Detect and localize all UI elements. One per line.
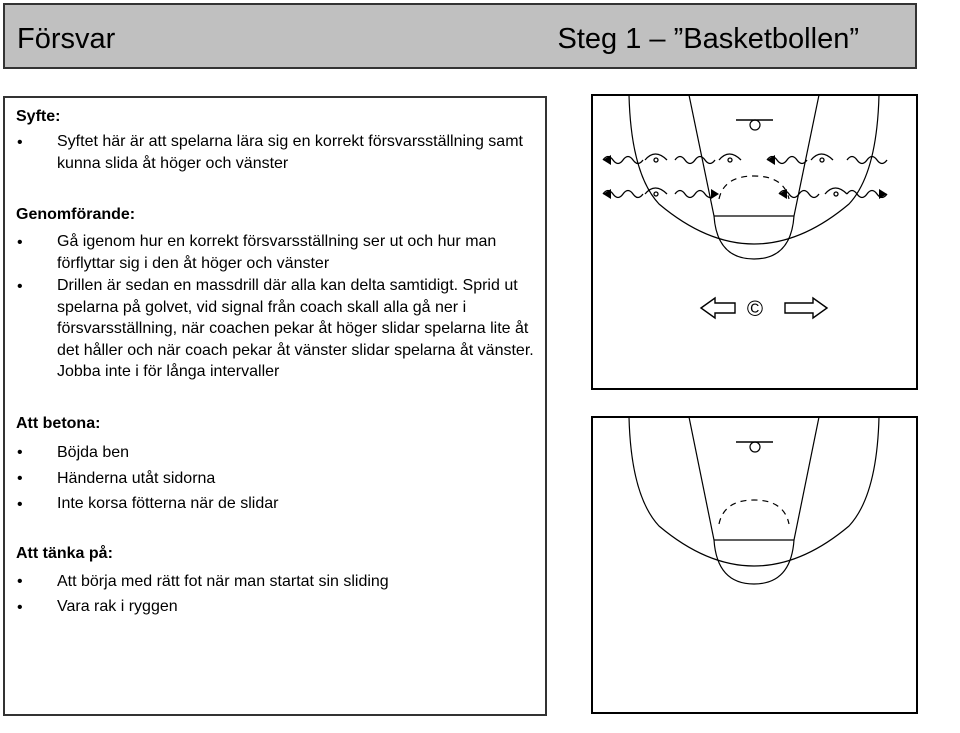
bullet: •	[17, 496, 23, 513]
section-heading-genomforande: Genomförande:	[16, 206, 136, 223]
bullet: •	[17, 470, 23, 487]
description-panel	[3, 96, 547, 716]
page-header	[3, 3, 917, 69]
list-item: Gå igenom hur en korrekt försvarsställning ser ut och hur man förflyttar sig i den åt höger och vänster	[57, 233, 497, 272]
coach-symbol: ©	[746, 296, 764, 321]
list-item: Drillen är sedan en massdrill där alla kan delta samtidigt. Sprid ut spelarna på golvet, vid signal från coach skall alla gå ner i försvarsställning, när coachen pekar åt höger slidar spelarna lite åt det håller och när coach pekar åt vänster slidar spelarna åt vänster. Jobba inte i för långa intervaller	[57, 277, 534, 380]
court-diagram-drill	[589, 94, 919, 392]
section-heading-att-betona: Att betona:	[16, 415, 101, 432]
court-svg	[589, 94, 919, 392]
list-item: Att börja med rätt fot när man startat sin sliding	[57, 573, 389, 590]
section-heading-syfte: Syfte:	[16, 108, 61, 125]
bullet: •	[17, 134, 23, 151]
bullet: •	[17, 234, 23, 251]
bullet: •	[17, 599, 23, 616]
step-title: Steg 1 – ”Basketbollen”	[557, 23, 859, 55]
court-diagram-blank	[589, 416, 919, 716]
court-svg	[589, 416, 919, 716]
bullet: •	[17, 444, 23, 461]
list-item: Vara rak i ryggen	[57, 598, 178, 615]
list-item: Händerna utåt sidorna	[57, 470, 216, 487]
list-item: Syftet här är att spelarna lära sig en korrekt försvarsställning samt kunna slida åt höger och vänster	[57, 133, 523, 172]
page-title: Försvar	[17, 23, 116, 55]
section-heading-att-tanka-pa: Att tänka på:	[16, 545, 113, 562]
bullet: •	[17, 573, 23, 590]
bullet: •	[17, 278, 23, 295]
list-item: Böjda ben	[57, 444, 130, 461]
list-item: Inte korsa fötterna när de slidar	[57, 495, 279, 512]
